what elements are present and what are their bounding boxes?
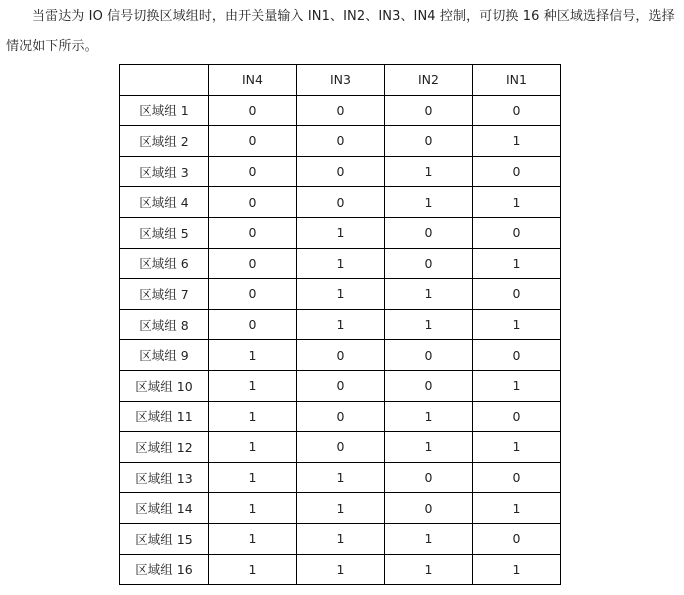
in3-value: 0	[297, 432, 385, 463]
in2-value: 1	[385, 432, 473, 463]
table-row	[120, 248, 561, 279]
in2-value: 0	[385, 217, 473, 248]
in1-value: 1	[473, 126, 561, 157]
in2-value: 0	[385, 370, 473, 401]
zone-group-label: 区域组 4	[120, 187, 209, 218]
in1-value: 0	[473, 279, 561, 310]
table-row	[120, 279, 561, 310]
in4-value: 0	[209, 217, 297, 248]
zone-group-table	[119, 64, 561, 585]
in4-value: 0	[209, 248, 297, 279]
zone-group-label: 区域组 2	[120, 126, 209, 157]
in4-value: 0	[209, 95, 297, 126]
intro-paragraph: 当雷达为 IO 信号切换区域组时，由开关量输入 IN1、IN2、IN3、IN4 控制，可切换 16 种区域选择信号，选择情况如下所示。	[6, 9, 675, 54]
in3-value: 0	[297, 95, 385, 126]
zone-group-label: 区域组 5	[120, 217, 209, 248]
in3-value: 0	[297, 187, 385, 218]
in1-value: 0	[473, 462, 561, 493]
in3-value: 1	[297, 309, 385, 340]
in4-value: 1	[209, 523, 297, 554]
zone-group-label: 区域组 8	[120, 309, 209, 340]
in1-value: 1	[473, 370, 561, 401]
in3-value: 1	[297, 493, 385, 524]
zone-group-label: 区域组 6	[120, 248, 209, 279]
zone-group-label: 区域组 7	[120, 279, 209, 310]
header-in3: IN3	[297, 65, 385, 96]
in2-value: 1	[385, 401, 473, 432]
header-in1: IN1	[473, 65, 561, 96]
in2-value: 0	[385, 95, 473, 126]
zone-group-label: 区域组 12	[120, 432, 209, 463]
table-row	[120, 156, 561, 187]
zone-group-label: 区域组 1	[120, 95, 209, 126]
in2-value: 0	[385, 126, 473, 157]
in1-value: 0	[473, 340, 561, 371]
in1-value: 0	[473, 401, 561, 432]
table-row	[120, 309, 561, 340]
table-row	[120, 126, 561, 157]
zone-group-label: 区域组 9	[120, 340, 209, 371]
in1-value: 0	[473, 156, 561, 187]
table-row	[120, 432, 561, 463]
table-row	[120, 462, 561, 493]
in1-value: 1	[473, 493, 561, 524]
in2-value: 1	[385, 187, 473, 218]
in1-value: 1	[473, 309, 561, 340]
header-corner-cell	[120, 65, 209, 96]
in2-value: 1	[385, 554, 473, 585]
in3-value: 0	[297, 340, 385, 371]
in2-value: 1	[385, 309, 473, 340]
table-header-row	[120, 65, 561, 96]
table-row	[120, 187, 561, 218]
in1-value: 1	[473, 248, 561, 279]
in2-value: 1	[385, 523, 473, 554]
zone-group-label: 区域组 14	[120, 493, 209, 524]
zone-group-label: 区域组 10	[120, 370, 209, 401]
in4-value: 0	[209, 126, 297, 157]
header-in2: IN2	[385, 65, 473, 96]
in4-value: 0	[209, 187, 297, 218]
in1-value: 0	[473, 95, 561, 126]
in3-value: 1	[297, 279, 385, 310]
table-body	[120, 95, 561, 585]
table-row	[120, 523, 561, 554]
in2-value: 1	[385, 156, 473, 187]
in4-value: 1	[209, 370, 297, 401]
header-in4: IN4	[209, 65, 297, 96]
in1-value: 1	[473, 554, 561, 585]
in2-value: 0	[385, 340, 473, 371]
in2-value: 0	[385, 248, 473, 279]
in4-value: 1	[209, 493, 297, 524]
in4-value: 0	[209, 279, 297, 310]
in3-value: 1	[297, 554, 385, 585]
in4-value: 0	[209, 156, 297, 187]
table-row	[120, 493, 561, 524]
zone-group-label: 区域组 16	[120, 554, 209, 585]
table-row	[120, 401, 561, 432]
in4-value: 1	[209, 401, 297, 432]
table-row	[120, 340, 561, 371]
in3-value: 0	[297, 370, 385, 401]
zone-group-label: 区域组 11	[120, 401, 209, 432]
in4-value: 1	[209, 340, 297, 371]
table-row	[120, 554, 561, 585]
in1-value: 0	[473, 217, 561, 248]
zone-group-label: 区域组 3	[120, 156, 209, 187]
in2-value: 0	[385, 462, 473, 493]
in1-value: 1	[473, 187, 561, 218]
in3-value: 1	[297, 462, 385, 493]
in2-value: 1	[385, 279, 473, 310]
in1-value: 1	[473, 432, 561, 463]
table-row	[120, 217, 561, 248]
in4-value: 1	[209, 462, 297, 493]
in4-value: 0	[209, 309, 297, 340]
in3-value: 0	[297, 156, 385, 187]
in3-value: 1	[297, 248, 385, 279]
zone-group-label: 区域组 15	[120, 523, 209, 554]
in2-value: 0	[385, 493, 473, 524]
in4-value: 1	[209, 432, 297, 463]
in4-value: 1	[209, 554, 297, 585]
in3-value: 1	[297, 217, 385, 248]
table-row	[120, 95, 561, 126]
in3-value: 0	[297, 126, 385, 157]
in3-value: 0	[297, 401, 385, 432]
zone-group-label: 区域组 13	[120, 462, 209, 493]
in1-value: 0	[473, 523, 561, 554]
table-row	[120, 370, 561, 401]
in3-value: 1	[297, 523, 385, 554]
